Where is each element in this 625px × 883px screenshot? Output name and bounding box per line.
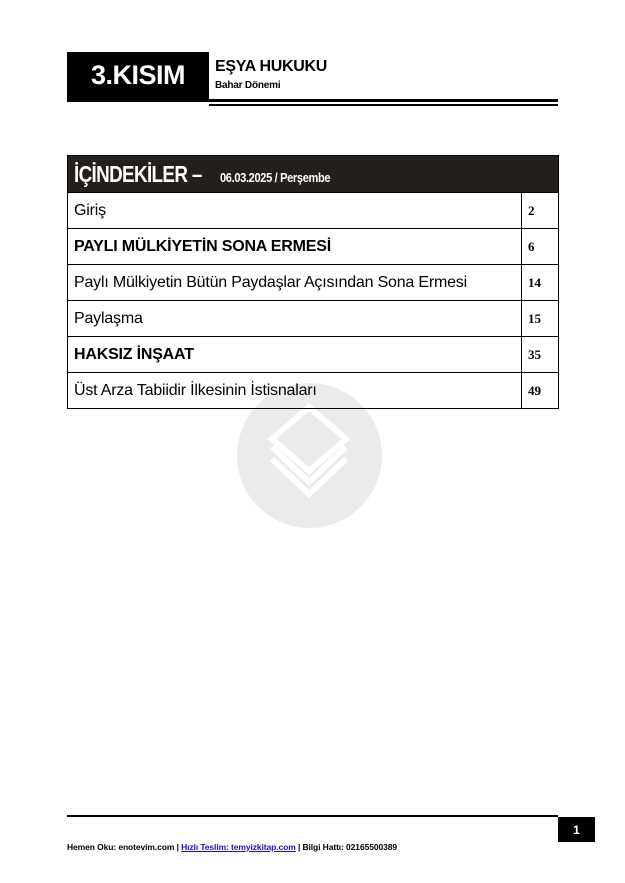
- toc-entry-page: 35: [522, 337, 559, 373]
- delivery-label[interactable]: Hızlı Teslim:: [181, 842, 229, 852]
- term-label: Bahar Dönemi: [215, 80, 281, 91]
- header-rule-secondary: [209, 104, 558, 106]
- course-title: EŞYA HUKUKU: [215, 58, 327, 75]
- toc-entry-label[interactable]: Üst Arza Tabiidir İlkesinin İstisnaları: [68, 373, 522, 409]
- toc-entry-label[interactable]: HAKSIZ İNŞAAT: [68, 337, 522, 373]
- toc-header: [68, 156, 559, 193]
- toc-row[interactable]: [68, 337, 559, 373]
- toc-entry-label[interactable]: PAYLI MÜLKİYETİN SONA ERMESİ: [68, 229, 522, 265]
- toc-entry-label[interactable]: Giriş: [68, 193, 522, 229]
- toc-row[interactable]: [68, 193, 559, 229]
- page-number: 1: [558, 817, 595, 842]
- footer-rule: [67, 815, 558, 817]
- table-of-contents: [67, 155, 559, 409]
- footer-hotline: Bilgi Hattı: 02165500389: [302, 842, 397, 852]
- footer-info: [67, 842, 397, 852]
- toc-entry-page: 6: [522, 229, 559, 265]
- toc-row[interactable]: [68, 229, 559, 265]
- toc-entry-label[interactable]: Paylı Mülkiyetin Bütün Paydaşlar Açısından Sona Ermesi: [68, 265, 522, 301]
- toc-entry-page: 2: [522, 193, 559, 229]
- footer-read: Hemen Oku: enotevim.com: [67, 842, 175, 852]
- toc-entry-page: 15: [522, 301, 559, 337]
- toc-date: 06.03.2025 / Perşembe: [220, 169, 331, 185]
- footer-separator: |: [297, 842, 301, 852]
- delivery-url[interactable]: temyizkitap.com: [231, 842, 296, 852]
- toc-row[interactable]: [68, 301, 559, 337]
- toc-entry-page: 49: [522, 373, 559, 409]
- toc-title: İÇİNDEKİLER –: [74, 160, 202, 187]
- toc-row[interactable]: [68, 265, 559, 301]
- header-rule: [67, 99, 558, 102]
- section-badge: 3.KISIM: [67, 52, 209, 99]
- toc-entry-page: 14: [522, 265, 559, 301]
- toc-entry-label[interactable]: Paylaşma: [68, 301, 522, 337]
- delivery-link[interactable]: [181, 842, 296, 852]
- footer-separator: |: [176, 842, 179, 852]
- toc-row[interactable]: [68, 373, 559, 409]
